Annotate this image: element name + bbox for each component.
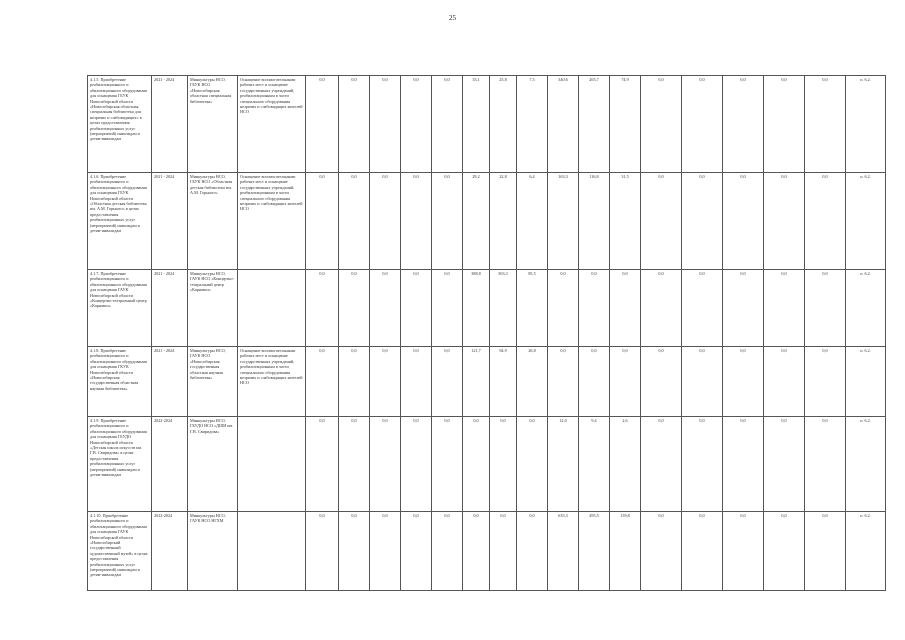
value-cell: 0,0: [339, 76, 370, 173]
value-cell: 2,6: [610, 417, 641, 512]
value-cell: 0,0: [306, 512, 339, 591]
value-cell: 0,0: [517, 417, 548, 512]
value-cell: 0,0: [723, 76, 764, 173]
value-cell: 0,0: [682, 173, 723, 270]
value-cell: 0,0: [401, 173, 432, 270]
value-cell: 22,8: [490, 173, 517, 270]
period-cell: 2021 - 2024: [152, 76, 188, 173]
executor-cell: Минкультуры НСО, ГБУДО НСО «ДШИ им. Г.В. Свиридова»: [188, 417, 238, 512]
value-cell: 0,0: [682, 76, 723, 173]
value-cell: 25,8: [490, 76, 517, 173]
activity-name-cell: 4.1.10. Приобретение реабилитационного и абилитационного оборудования для оснащения ГАУК Новосибирской области «Новосибирский государственный художественный музей» в целях предоставления реабилитационных услуг (мероприятий) инвалидам и детям-инвалидам: [88, 512, 152, 591]
activity-name-cell: 4.1.7. Приобретение реабилитационного и абилитационного оборудования для оснащения ГАУК Новосибирской области «Концертно-театральный центр «Карнавал»: [88, 270, 152, 347]
value-cell: 0,0: [610, 347, 641, 417]
value-cell: 0,0: [490, 417, 517, 512]
period-cell: 2022-2024: [152, 512, 188, 591]
value-cell: 94,9: [490, 347, 517, 417]
value-cell: 0,0: [339, 512, 370, 591]
period-cell: 2022-2024: [152, 417, 188, 512]
value-cell: 495,5: [579, 512, 610, 591]
table-row: [88, 76, 886, 173]
activity-name-cell: 4.1.8. Приобретение реабилитационного и абилитационного оборудования для оснащения ГКУК Новосибирской области «Новосибирская государственная областная научная библиотека»: [88, 347, 152, 417]
value-cell: 0,0: [401, 347, 432, 417]
value-cell: 0,0: [401, 417, 432, 512]
section-ref-cell: п. 6.2.: [846, 512, 886, 591]
value-cell: 303,3: [490, 270, 517, 347]
value-cell: 0,0: [339, 417, 370, 512]
value-cell: 0,0: [682, 347, 723, 417]
value-cell: 0,0: [641, 76, 682, 173]
table-row: [88, 173, 886, 270]
value-cell: 0,0: [370, 270, 401, 347]
value-cell: 74,9: [610, 76, 641, 173]
value-cell: 0,0: [764, 347, 805, 417]
value-cell: 0,0: [764, 417, 805, 512]
value-cell: 0,0: [463, 417, 490, 512]
value-cell: 0,0: [641, 270, 682, 347]
program-activities-table: [87, 75, 886, 591]
value-cell: 0,0: [306, 173, 339, 270]
value-cell: 0,0: [641, 347, 682, 417]
period-cell: 2021 - 2024: [152, 347, 188, 417]
value-cell: 0,0: [579, 347, 610, 417]
value-cell: 0,0: [764, 270, 805, 347]
value-cell: 0,0: [401, 270, 432, 347]
value-cell: 0,0: [723, 270, 764, 347]
value-cell: 0,0: [723, 417, 764, 512]
value-cell: 9,4: [579, 417, 610, 512]
value-cell: 0,0: [805, 417, 846, 512]
result-cell: [238, 417, 306, 512]
value-cell: 116,8: [579, 173, 610, 270]
value-cell: 0,0: [370, 417, 401, 512]
value-cell: 635,3: [548, 512, 579, 591]
value-cell: 388,8: [463, 270, 490, 347]
value-cell: 0,0: [548, 270, 579, 347]
value-cell: 265,7: [579, 76, 610, 173]
value-cell: 0,0: [805, 173, 846, 270]
value-cell: 0,0: [723, 173, 764, 270]
value-cell: 0,0: [764, 76, 805, 173]
section-ref-cell: п. 6.2.: [846, 173, 886, 270]
value-cell: 139,8: [610, 512, 641, 591]
table-row: [88, 270, 886, 347]
section-ref-cell: п. 6.2.: [846, 270, 886, 347]
value-cell: 0,0: [370, 76, 401, 173]
value-cell: 0,0: [764, 512, 805, 591]
table-row: [88, 347, 886, 417]
executor-cell: Минкультуры НСО, ГАУК НСО «Новосибирская государственная областная научная библиотека»: [188, 347, 238, 417]
value-cell: 0,0: [805, 76, 846, 173]
section-ref-cell: п. 6.2.: [846, 417, 886, 512]
value-cell: 0,0: [432, 347, 463, 417]
table-row: [88, 512, 886, 591]
value-cell: 163,3: [548, 173, 579, 270]
result-cell: [238, 270, 306, 347]
value-cell: 0,0: [339, 173, 370, 270]
value-cell: 0,0: [339, 270, 370, 347]
value-cell: 0,0: [306, 270, 339, 347]
value-cell: 0,0: [517, 512, 548, 591]
executor-cell: Минкультуры НСО, ГБУК НСО «Областная детская библиотека им. А.М. Горького»: [188, 173, 238, 270]
value-cell: 0,0: [805, 270, 846, 347]
value-cell: 0,0: [401, 76, 432, 173]
value-cell: 0,0: [641, 173, 682, 270]
page-number: 25: [449, 14, 456, 22]
value-cell: 0,0: [370, 173, 401, 270]
executor-cell: Минкультуры НСО, ГАУК НСО «Концертно-театральный центр «Карнавал»: [188, 270, 238, 347]
value-cell: 0,0: [306, 417, 339, 512]
value-cell: 6,4: [517, 173, 548, 270]
value-cell: 0,0: [723, 512, 764, 591]
value-cell: 0,0: [764, 173, 805, 270]
value-cell: 0,0: [432, 270, 463, 347]
value-cell: 0,0: [579, 270, 610, 347]
value-cell: 0,0: [548, 347, 579, 417]
executor-cell: Минкультуры НСО, ГБУК НСО «Новосибирская областная специальная библиотека»: [188, 76, 238, 173]
value-cell: 0,0: [682, 512, 723, 591]
period-cell: 2021 - 2024: [152, 270, 188, 347]
executor-cell: Минкультуры НСО, ГАУК НСО НГХМ: [188, 512, 238, 591]
value-cell: 85,5: [517, 270, 548, 347]
value-cell: 0,0: [370, 347, 401, 417]
value-cell: 0,0: [339, 347, 370, 417]
value-cell: 0,0: [432, 76, 463, 173]
value-cell: 29,2: [463, 173, 490, 270]
value-cell: 0,0: [401, 512, 432, 591]
value-cell: 12,0: [548, 417, 579, 512]
value-cell: 0,0: [610, 270, 641, 347]
value-cell: 0,0: [490, 512, 517, 591]
value-cell: 0,0: [432, 417, 463, 512]
value-cell: 0,0: [805, 512, 846, 591]
value-cell: 121,7: [463, 347, 490, 417]
result-cell: [238, 512, 306, 591]
table-row: [88, 417, 886, 512]
value-cell: 0,0: [432, 173, 463, 270]
value-cell: 7,3: [517, 76, 548, 173]
period-cell: 2021 - 2024: [152, 173, 188, 270]
result-cell: Оснащение вспомогательными рабочих мест и оснащение государственных учреждений, реабилитационным в части специального оборудования незрячих и слабовидящих жителей НСО: [238, 76, 306, 173]
value-cell: 0,0: [682, 270, 723, 347]
value-cell: 0,0: [723, 347, 764, 417]
value-cell: 0,0: [641, 417, 682, 512]
value-cell: 0,0: [805, 347, 846, 417]
section-ref-cell: п. 6.2.: [846, 347, 886, 417]
value-cell: 0,0: [370, 512, 401, 591]
result-cell: Оснащение вспомогательными рабочих мест и оснащение государственных учреждений, реабилитационным в части специального оборудования незрячих и слабовидящих жителей НСО: [238, 347, 306, 417]
section-ref-cell: п. 6.2.: [846, 76, 886, 173]
activity-name-cell: 4.1.6. Приобретение реабилитационного и абилитационного оборудования для оснащения ГБУК Новосибирской области «Областная детская библиотека им. А.М. Горького» в целях предоставления реабилитационных услуг (мероприятий) инвалидам и детям-инвалидам: [88, 173, 152, 270]
value-cell: 31,5: [610, 173, 641, 270]
value-cell: 26,8: [517, 347, 548, 417]
result-cell: Оснащение вспомогательными рабочих мест и оснащение государственных учреждений, реабилитационным в части специального оборудования незрячих и слабовидящих жителей НСО: [238, 173, 306, 270]
value-cell: 33,1: [463, 76, 490, 173]
value-cell: 0,0: [432, 512, 463, 591]
value-cell: 0,0: [306, 347, 339, 417]
activity-name-cell: 4.1.9. Приобретение реабилитационного и абилитационного оборудования для оснащения ГБУДО Новосибирской области «Детская школа искусств им. Г.В. Свиридова» в целях предоставления реабилитационных услуг (мероприятий) инвалидам и детям-инвалидам: [88, 417, 152, 512]
activity-name-cell: 4.1.5. Приобретение реабилитационного и абилитационного оборудования для оснащения ГБУК Новосибирской области «Новосибирская областная специальная библиотека для незрячих и слабовидящих» в целях предоставления реабилитационных услуг (мероприятий) инвалидам и детям-инвалидам: [88, 76, 152, 173]
value-cell: 0,0: [682, 417, 723, 512]
value-cell: 0,0: [306, 76, 339, 173]
value-cell: 0,0: [463, 512, 490, 591]
value-cell: 0,0: [641, 512, 682, 591]
value-cell: 340,6: [548, 76, 579, 173]
